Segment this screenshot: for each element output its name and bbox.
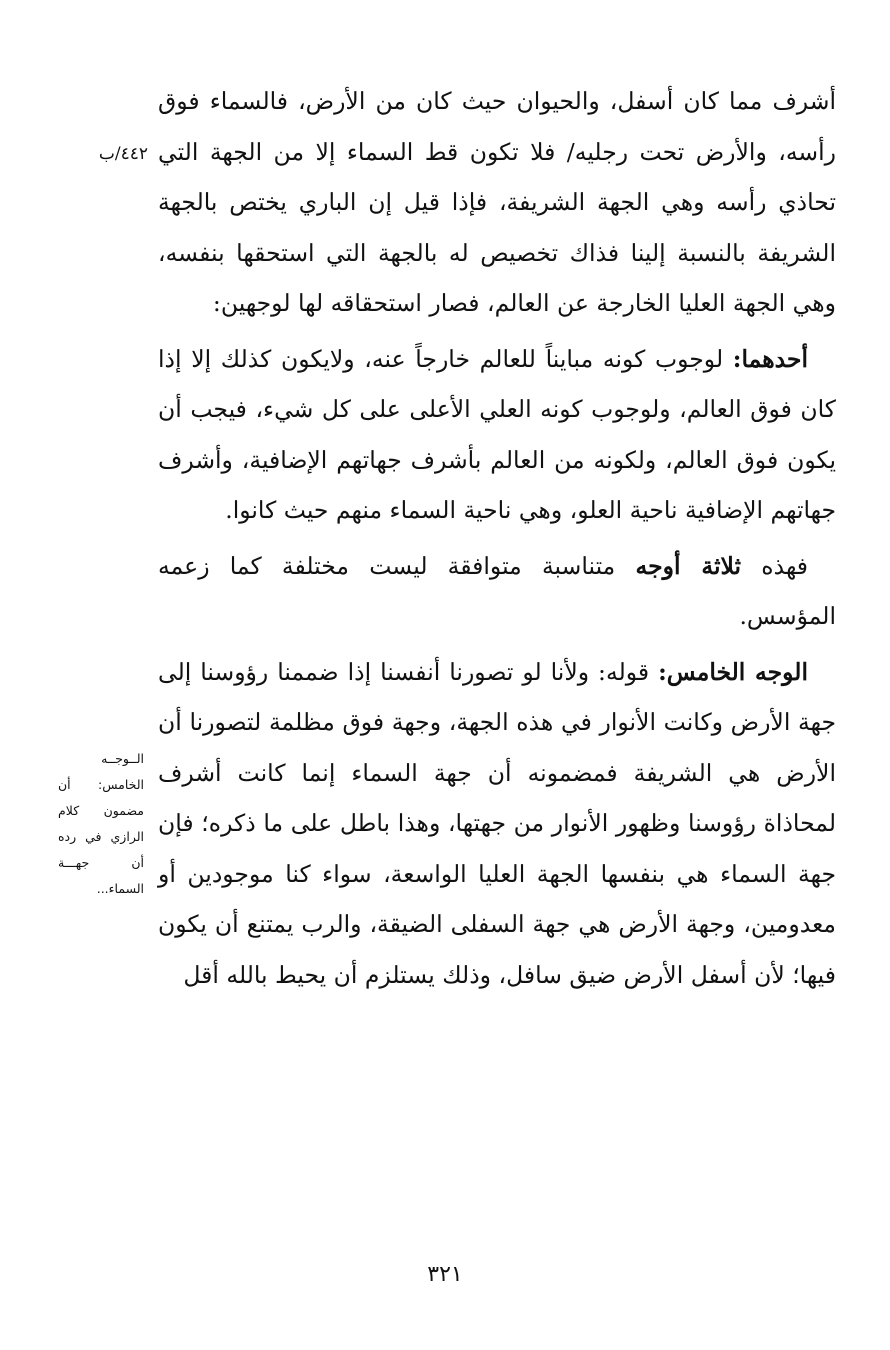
- paragraph-4-lead: الوجه الخامس:: [658, 657, 808, 686]
- paragraph-1-text: أشرف مما كان أسفل، والحيوان حيث كان من الأرض، فالسماء فوق رأسه، والأرض تحت رجليه/ فلا تكون قط السماء إلا من الجهة التي تحاذي رأسه وهي الجهة الشريفة، فإذا قيل إن الباري يختص بالجهة الشريفة بالنسبة إلينا فذاك تخصيص له بالجهة التي استحقها بنفسه، وهي الجهة العليا الخارجة عن العالم، فصار استحقاقه لها لوجهين:: [158, 87, 836, 317]
- paragraph-4-text: قوله: ولأنا لو تصورنا أنفسنا إذا ضممنا رؤوسنا إلى جهة الأرض وكانت الأنوار في هذه الجهة، وجهة فوق مظلمة لتصورنا أن الأرض هي الشريفة فمضمونه أن جهة السماء إنما كانت أشرف لمحاذاة رؤوسنا وظهور الأنوار من جهتها، وهذا باطل على ما ذكره؛ فإن جهة السماء هي بنفسها الجهة العليا الواسعة، سواء كنا موجودين أو معدومين، وجهة الأرض هي جهة السفلى الضيقة، والرب يمتنع أن يكون فيها؛ لأن أسفل الأرض ضيق سافل، وذلك يستلزم أن يحيط بالله أقل: [158, 657, 836, 989]
- main-text-body: [158, 76, 836, 1005]
- paragraph-2: [158, 334, 836, 536]
- paragraph-3: [158, 541, 836, 642]
- margin-note: الــوجــه الخامس: أن مضمون كلام الرازي في رده أن جهـــة السماء...: [58, 751, 144, 896]
- paragraph-3-text-after: متناسبة متوافقة ليست مختلفة كما زعمه المؤسس.: [158, 551, 836, 630]
- paragraph-2-text: لوجوب كونه مبايناً للعالم خارجاً عنه، ولايكون كذلك إلا إذا كان فوق العالم، ولوجوب كونه العلي الأعلى على كل شيء، فيجب أن يكون فوق العالم، ولكونه من العالم بأشرف جهاتهم الإضافية، وأشرف جهاتهم الإضافية ناحية العلو، وهي ناحية السماء منهم حيث كانوا.: [158, 344, 836, 524]
- paragraph-4: [158, 647, 836, 1001]
- paragraph-3-bold: ثلاثة أوجه: [635, 551, 742, 580]
- page-number: ٣٢١: [427, 1262, 463, 1287]
- paragraph-3-text-before: فهذه: [741, 551, 809, 580]
- manuscript-folio-ref: ٤٤٢/ب: [98, 144, 148, 164]
- paragraph-1: [158, 76, 836, 329]
- paragraph-2-lead: أحدهما:: [732, 344, 808, 373]
